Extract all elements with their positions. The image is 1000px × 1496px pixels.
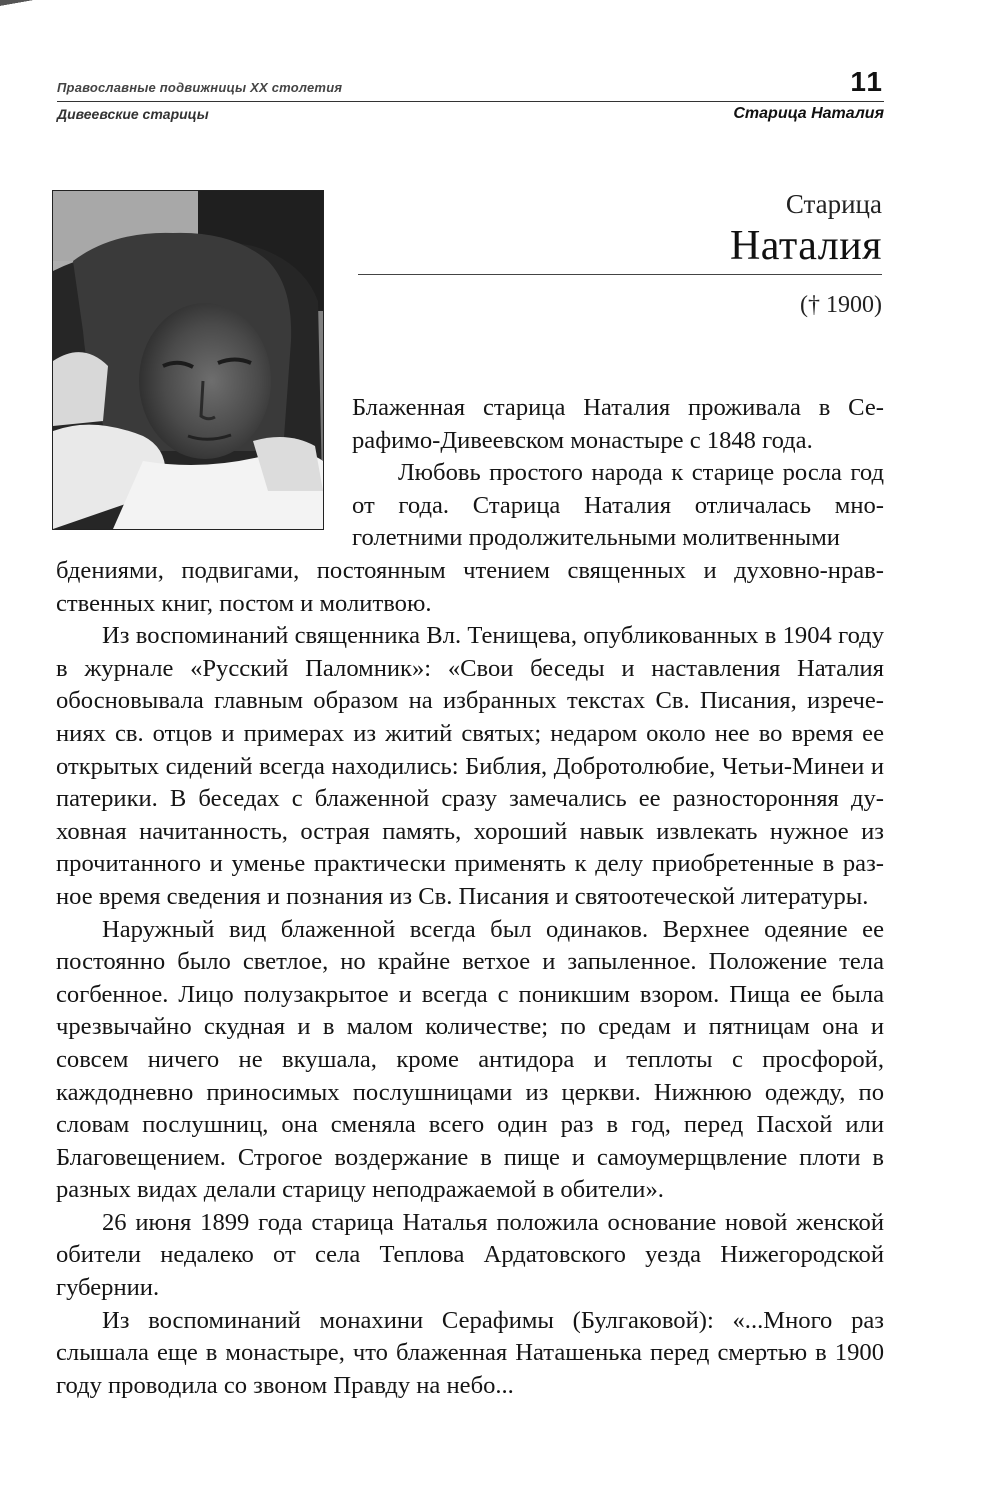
- paragraph-4: Наружный вид блаженной всегда был одинаков. Верхнее одеяние ее постоянно было светлое, но крайне ветхое и запыленное. Положение тела согбенное. Лицо полузакрытое и всегда с поникшим взором. Пища ее была чрезвычайно скудная и в малом количестве; по средам и пятницам она и совсем ничего не вкушала, кроме антидора и теплоты с просфорой, каждодневно приносимых послушницами из церкви. Нижнюю одежду, по словам послушниц, она сменяла всего один раз в год, перед Пасхой или Благовещением. Строгое воздержание в пище и самоумерщвление плоти в разных видах делали старицу неподражаемой в обители».: [56, 915, 884, 1204]
- paragraph-1: Блаженная старица Наталия проживала в Серафимо-Дивеевском монастыре с 1848 года.: [352, 394, 884, 454]
- heading-dates: († 1900): [800, 292, 882, 318]
- heading-kicker: Старица: [785, 189, 882, 219]
- portrait-image: [53, 191, 323, 529]
- paragraph-3: Из воспоминаний священника Вл. Тенищева, опубликованных в 1904 году в журнале «Русский Паломник»: «Свои беседы и наставления Наталия обосновывала главным образом на избранных текстах Св. Писания, изречениях св. отцов и примерах из житий святых; недаром около нее во время ее открытых сидений всегда находились: Библия, Добротолюбие, Четьи-Минеи и патерики. В беседах с блаженной сразу замечались ее разносторонняя духовная начитанность, острая память, хороший навык извлекать нужное из прочитанного и уменье практически применять к делу приобретенные в разное время сведения и познания из Св. Писания и святоотеческой литературы.: [56, 622, 884, 910]
- series-title: Православные подвижницы XX столетия: [57, 80, 343, 95]
- paragraph-2-start: Любовь простого народа к старице росла год от года. Старица Наталия отличалась многолетними продолжительными молитвенными: [352, 459, 884, 552]
- paragraph-6: Из воспоминаний монахини Серафимы (Булгаковой): «...Много раз слышала еще в монастыре, что блаженная Наташенька перед смертью в 1900 году проводила со звоном Правду на небо...: [56, 1306, 884, 1399]
- heading-rule: [358, 274, 882, 275]
- paragraph-2-end: бдениями, подвигами, постоянным чтением священных и духовно-нравственных книг, постом и молитвою.: [56, 557, 884, 617]
- scan-corner-mark: [0, 0, 38, 10]
- heading-name: Наталия: [729, 223, 882, 269]
- header-rule: [57, 101, 884, 102]
- chapter-heading: [730, 188, 882, 272]
- body-text-full-width: [56, 555, 884, 1402]
- section-title: Дивеевские старицы: [57, 106, 209, 122]
- page-number: 11: [850, 66, 884, 97]
- portrait-photo: [52, 190, 324, 530]
- body-text-right-column: [352, 392, 884, 555]
- chapter-title: Старица Наталия: [733, 105, 884, 122]
- paragraph-5: 26 июня 1899 года старица Наталья положила основание новой женской обители недалеко от села Теплова Ардатовского уезда Нижегородской губернии.: [56, 1208, 884, 1302]
